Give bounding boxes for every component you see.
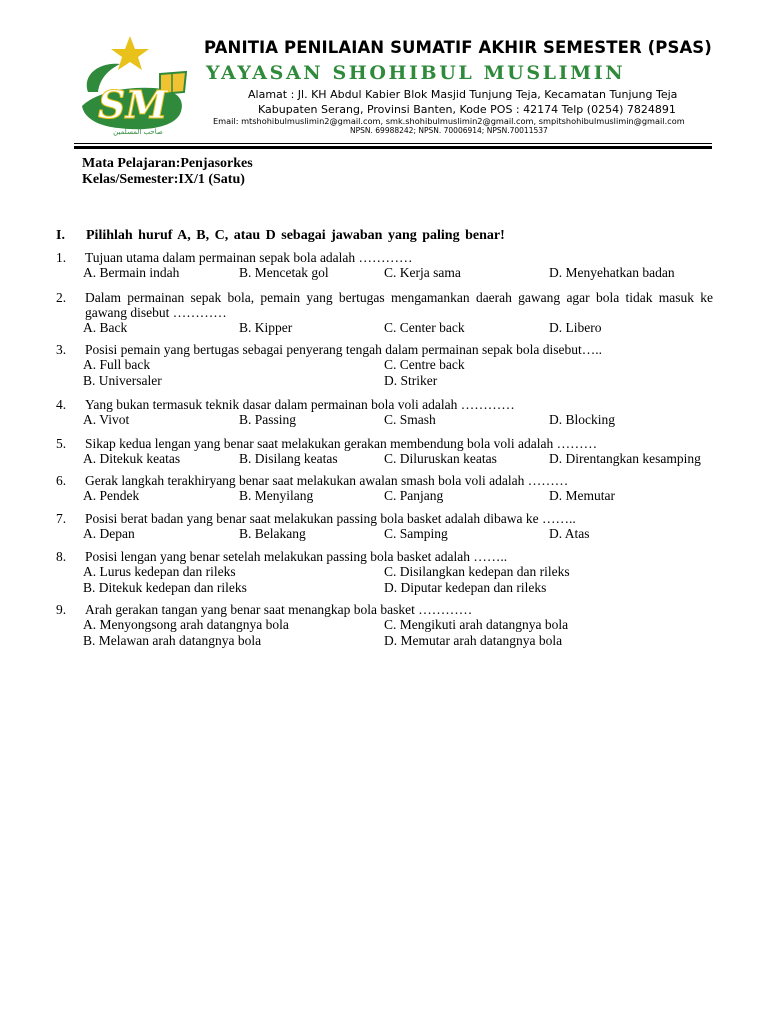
- question-number: 5.: [56, 436, 67, 451]
- section-instruction: Pilihlah huruf A, B, C, atau D sebagai jawaban yang paling benar!: [86, 228, 505, 243]
- option-a: A. Full back: [83, 357, 151, 372]
- option-c: C. Center back: [384, 320, 465, 335]
- option-b: B. Menyilang: [239, 488, 314, 503]
- option-b: B. Melawan arah datangnya bola: [83, 633, 262, 648]
- option-b: B. Disilang keatas: [239, 451, 338, 466]
- option-d: D. Striker: [384, 373, 438, 388]
- option-d: D. Libero: [549, 320, 602, 335]
- logo-caption: صاحب المسلمين: [113, 128, 163, 136]
- question-number: 3.: [56, 342, 67, 357]
- question-text: Sikap kedua lengan yang benar saat melakukan gerakan membendung bola voli adalah ………: [85, 436, 598, 451]
- school-logo: [74, 34, 194, 138]
- question-number: 6.: [56, 473, 67, 488]
- region-line: Kabupaten Serang, Provinsi Banten, Kode POS : 42174 Telp (0254) 7824891: [258, 103, 676, 116]
- committee-title: PANITIA PENILAIAN SUMATIF AKHIR SEMESTER (PSAS): [204, 38, 712, 57]
- option-c: C. Disilangkan kedepan dan rileks: [384, 564, 570, 579]
- foundation-name: YAYASAN SHOHIBUL MUSLIMIN: [206, 62, 626, 84]
- question-number: 9.: [56, 602, 67, 617]
- option-b: B. Ditekuk kedepan dan rileks: [83, 580, 247, 595]
- logo-monogram: SM: [98, 82, 168, 127]
- option-d: D. Atas: [549, 526, 590, 541]
- question-text: Posisi berat badan yang benar saat melakukan passing bola basket adalah dibawa ke ……..: [85, 511, 576, 526]
- question-number: 4.: [56, 397, 67, 412]
- option-b: B. Passing: [239, 412, 297, 427]
- option-c: C. Kerja sama: [384, 265, 461, 280]
- class-semester-label: Kelas/Semester:IX/1 (Satu): [82, 172, 245, 187]
- question-text: Posisi lengan yang benar setelah melakukan passing bola basket adalah ……..: [85, 549, 508, 564]
- address-line: Alamat : Jl. KH Abdul Kabier Blok Masjid Tunjung Teja, Kecamatan Tunjung Teja: [248, 88, 678, 101]
- option-d: D. Memutar: [549, 488, 615, 503]
- option-d: D. Menyehatkan badan: [549, 265, 675, 280]
- option-b: B. Kipper: [239, 320, 293, 335]
- option-a: A. Back: [83, 320, 128, 335]
- question-text: Dalam permainan sepak bola, pemain yang bertugas mengamankan daerah gawang agar bola tidak masuk ke gawang disebut …………: [85, 290, 713, 320]
- option-c: C. Panjang: [384, 488, 444, 503]
- question-text: Arah gerakan tangan yang benar saat menangkap bola basket …………: [85, 602, 473, 617]
- option-d: D. Blocking: [549, 412, 615, 427]
- option-d: D. Diputar kedepan dan rileks: [384, 580, 547, 595]
- question-number: 2.: [56, 290, 67, 305]
- option-b: B. Universaler: [83, 373, 162, 388]
- option-b: B. Mencetak gol: [239, 265, 329, 280]
- option-d: D. Memutar arah datangnya bola: [384, 633, 563, 648]
- question-number: 7.: [56, 511, 67, 526]
- option-a: A. Menyongsong arah datangnya bola: [83, 617, 289, 632]
- section-number: I.: [56, 228, 65, 243]
- npsn-line: NPSN. 69988242; NPSN. 70006914; NPSN.70011537: [350, 126, 548, 135]
- option-a: A. Depan: [83, 526, 135, 541]
- option-c: C. Mengikuti arah datangnya bola: [384, 617, 569, 632]
- option-b: B. Belakang: [239, 526, 306, 541]
- option-a: A. Vivot: [83, 412, 130, 427]
- email-line: Email: mtshohibulmuslimin2@gmail.com, smk.shohibulmuslimin2@gmail.com, smpitshohibulmuslimin@gmail.com: [213, 116, 685, 126]
- option-c: C. Smash: [384, 412, 436, 427]
- option-c: C. Samping: [384, 526, 448, 541]
- question-number: 1.: [56, 250, 67, 265]
- header-divider-thick: [74, 146, 712, 149]
- header-divider-thin: [74, 143, 712, 144]
- option-a: A. Pendek: [83, 488, 140, 503]
- subject-label: Mata Pelajaran:Penjasorkes: [82, 156, 253, 171]
- question-number: 8.: [56, 549, 67, 564]
- option-c: C. Diluruskan keatas: [384, 451, 497, 466]
- question-text: Yang bukan termasuk teknik dasar dalam permainan bola voli adalah …………: [85, 397, 515, 412]
- question-text: Tujuan utama dalam permainan sepak bola adalah …………: [85, 250, 413, 265]
- option-a: A. Lurus kedepan dan rileks: [83, 564, 236, 579]
- option-a: A. Bermain indah: [83, 265, 180, 280]
- option-d: D. Direntangkan kesamping: [549, 451, 701, 466]
- option-c: C. Centre back: [384, 357, 465, 372]
- question-text: Posisi pemain yang bertugas sebagai penyerang tengah dalam permainan sepak bola disebut…..: [85, 342, 602, 357]
- option-a: A. Ditekuk keatas: [83, 451, 181, 466]
- question-text: Gerak langkah terakhiryang benar saat melakukan awalan smash bola voli adalah ………: [85, 473, 569, 488]
